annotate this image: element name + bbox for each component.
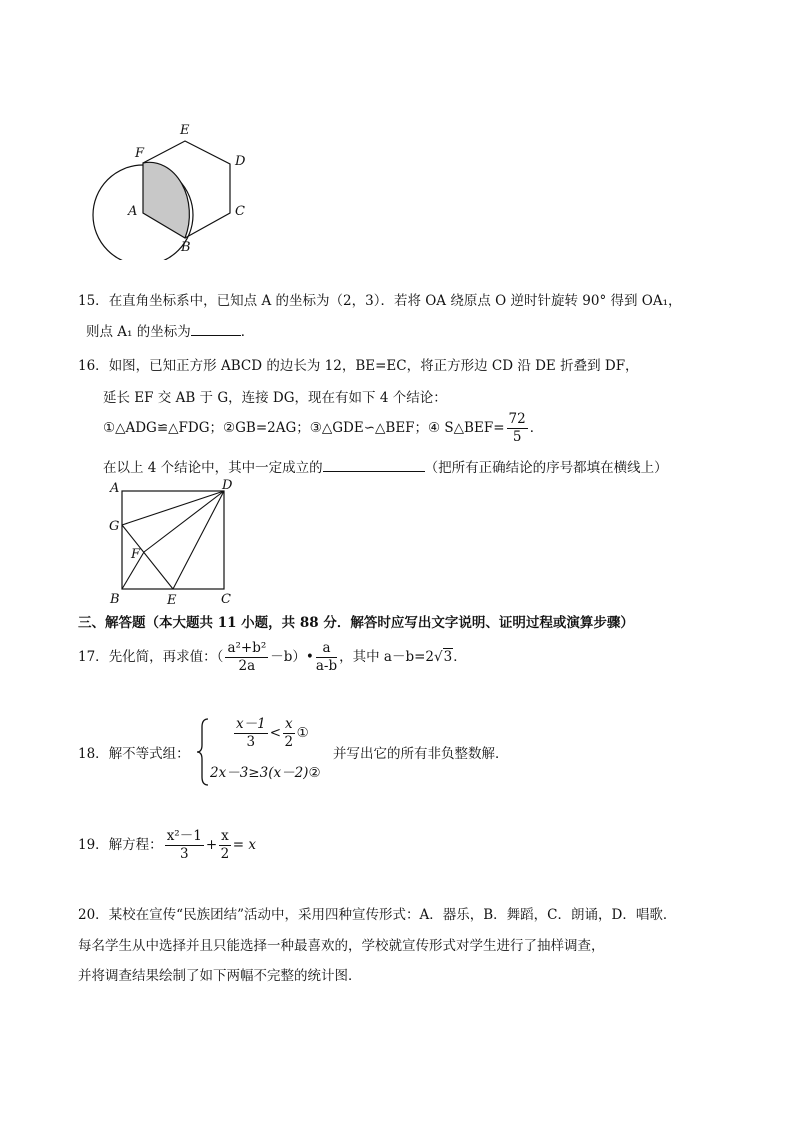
- label-e: E: [180, 123, 190, 138]
- q17-number: 17．: [78, 649, 109, 665]
- label-d: D: [235, 154, 246, 169]
- label-c: C: [221, 592, 231, 606]
- q20-text1: 某校在宣传“民族团结”活动中，采用四种宣传形式：A．器乐，B．舞蹈，C．朗诵，D．唱歌．: [108, 907, 677, 923]
- q18-text-post-wrap: [333, 742, 509, 762]
- segment-df: [144, 491, 224, 552]
- q18-number-line: [78, 742, 190, 762]
- q15-number: 15．: [78, 293, 109, 309]
- q16-text3-pre: ①△ADG≌△FDG；②GB=2AG；③△GDE∽△BEF；④ S△BEF=: [103, 420, 505, 436]
- q16-line4: [103, 456, 668, 476]
- q15-line2-pre: 则点 A₁ 的坐标为: [86, 324, 191, 340]
- q15-text: 在直角坐标系中，已知点 A 的坐标为（2，3）．若将 OA 绕原点 O 逆时针旋转 90° 得到 OA₁，: [108, 293, 682, 309]
- q18-inequality-1: [232, 716, 309, 751]
- q18-ineq1-left: [234, 716, 268, 751]
- label-b: B: [181, 240, 191, 255]
- label-d: D: [222, 478, 233, 493]
- q16-line3: [103, 411, 543, 446]
- q17-frac1-num: a²+b²: [227, 640, 267, 656]
- q16-number: 16．: [78, 358, 109, 374]
- label-c: C: [235, 204, 245, 219]
- label-f: F: [135, 146, 145, 161]
- q20-number: 20．: [78, 907, 109, 923]
- q16-text3-post: ．: [529, 420, 544, 436]
- q19-text-pre: 解方程：: [108, 837, 163, 853]
- label-e: E: [167, 593, 177, 606]
- q15-line2-post: ．: [240, 324, 255, 340]
- square-figure: [105, 478, 245, 606]
- q19-frac2-num: x: [221, 828, 229, 844]
- q17-cond-post: ．: [453, 649, 467, 665]
- q16-line1: [78, 354, 639, 374]
- q18-ineq1-rden: 2: [284, 734, 294, 750]
- q18-ineq1-mark: ①: [296, 725, 309, 741]
- q17-frac2-num: a: [316, 640, 337, 658]
- q17-fraction-2: [316, 640, 337, 675]
- q20-line1: [78, 903, 676, 923]
- q17-sqrt-value: 3: [443, 649, 453, 665]
- q16-text2: 延长 EF 交 AB 于 G，连接 DG，现在有如下 4 个结论：: [103, 390, 447, 406]
- q17-frac1-den: 2a: [238, 658, 256, 674]
- q19-frac1-den: 3: [179, 846, 189, 862]
- q19-fraction-1: [165, 828, 204, 863]
- section3-heading: 三、解答题（本大题共 11 小题，共 88 分．解答时应写出文字说明、证明过程或演算步骤）: [78, 615, 634, 631]
- q18-number: 18．: [78, 746, 109, 762]
- q20-text3: 并将调查结果绘制了如下两幅不完整的统计图．: [78, 968, 362, 984]
- q16-text1: 如图，已知正方形 ABCD 的边长为 12，BE=EC，将正方形边 CD 沿 DE 折叠到 DF，: [108, 358, 639, 374]
- q19-plus: +: [205, 837, 218, 853]
- q16-fraction: [507, 411, 528, 446]
- q15-answer-blank[interactable]: [191, 321, 241, 336]
- q16-text4-post: （把所有正确结论的序号都填在横线上）: [424, 460, 668, 476]
- q19-frac1-num: x²－1: [166, 828, 202, 844]
- q18-ineq1-rnum: x: [285, 716, 293, 732]
- q16-frac-num: 72: [508, 411, 526, 427]
- q17-cond-pre: ，其中 a－b=2: [339, 649, 435, 665]
- shaded-sector: [143, 162, 189, 238]
- label-f: F: [131, 547, 141, 562]
- q18-text-post: 并写出它的所有非负整数解．: [333, 746, 509, 762]
- q16-line2: [103, 386, 447, 406]
- q15-line1: [78, 289, 682, 309]
- circle-hexagon-figure: [85, 115, 255, 260]
- q18-inequality-2: [210, 761, 321, 781]
- q17-frac2-den: a-b: [315, 658, 338, 674]
- q17-fraction-1: [225, 640, 268, 675]
- q18-ineq2-mark: ②: [308, 765, 321, 781]
- q20-text2: 每名学生从中选择并且只能选择一种最喜欢的，学校就宣传形式对学生进行了抽样调查，: [78, 938, 605, 954]
- q18-ineq1-lden: 3: [246, 734, 256, 750]
- q18-text-pre: 解不等式组：: [108, 746, 190, 762]
- q16-frac-den: 5: [512, 429, 522, 445]
- q20-line3: [78, 964, 362, 984]
- q19-line: [78, 828, 256, 863]
- q16-text4-pre: 在以上 4 个结论中，其中一定成立的: [103, 460, 323, 476]
- q18-ineq2: 2x－3≥3(x－2): [210, 765, 309, 781]
- q20-line2: [78, 934, 605, 954]
- q19-fraction-2: [219, 828, 231, 863]
- q15-line2: [86, 320, 254, 340]
- square-abcd: [122, 491, 224, 589]
- q16-answer-blank[interactable]: [323, 457, 425, 472]
- q17-line: [78, 640, 467, 675]
- segment-ge: [122, 525, 173, 589]
- q19-number: 19．: [78, 837, 109, 853]
- label-g: G: [109, 519, 120, 534]
- q18-ineq1-right: [283, 716, 295, 751]
- q19-tail: = x: [232, 837, 256, 853]
- label-b: B: [110, 592, 120, 606]
- q17-text-pre: 先化简，再求值：（: [108, 649, 224, 665]
- q17-sqrt: √3: [434, 649, 453, 665]
- label-a: A: [110, 481, 120, 496]
- q18-ineq1-lnum: x－1: [236, 716, 266, 732]
- label-a: A: [128, 204, 138, 219]
- q17-mid: －b）•: [270, 649, 314, 665]
- q19-frac2-den: 2: [220, 846, 230, 862]
- q18-ineq1-op: <: [269, 725, 282, 741]
